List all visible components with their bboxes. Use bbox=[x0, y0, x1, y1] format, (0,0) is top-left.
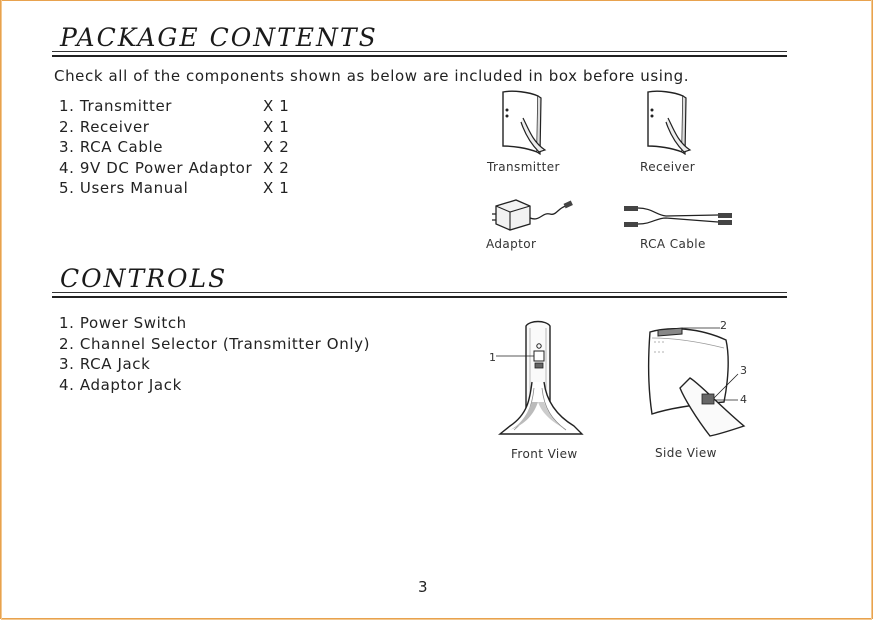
controls-items-list bbox=[59, 313, 370, 395]
rca-cable-illustration bbox=[622, 202, 734, 232]
package-intro-text: Check all of the components shown as below are included in box before using. bbox=[54, 67, 690, 85]
package-item bbox=[59, 117, 290, 138]
package-item-label: 2. Receiver bbox=[59, 117, 150, 136]
package-items-list bbox=[59, 96, 290, 199]
package-item bbox=[59, 96, 290, 117]
callout-3: 3 bbox=[740, 364, 747, 377]
control-item: 2. Channel Selector (Transmitter Only) bbox=[59, 334, 371, 353]
package-item-qty: X 1 bbox=[263, 117, 290, 136]
package-item-qty: X 1 bbox=[263, 97, 290, 115]
controls-rule-top bbox=[52, 292, 787, 293]
rca-cable-caption: RCA Cable bbox=[640, 237, 706, 251]
package-contents-rule-bottom bbox=[52, 55, 787, 57]
controls-rule-bottom bbox=[52, 296, 787, 298]
callout-2: 2 bbox=[720, 319, 727, 332]
package-item-qty: X 2 bbox=[263, 158, 290, 177]
package-item-label: 1. Transmitter bbox=[59, 97, 173, 115]
control-item: 4. Adaptor Jack bbox=[59, 375, 182, 394]
controls-title: CONTROLS bbox=[60, 264, 228, 293]
transmitter-illustration bbox=[493, 88, 553, 158]
adaptor-illustration bbox=[490, 196, 580, 238]
package-item-qty: X 2 bbox=[263, 138, 290, 156]
package-item bbox=[59, 178, 290, 199]
package-item bbox=[59, 158, 290, 179]
receiver-illustration bbox=[638, 88, 698, 158]
package-item-label: 5. Users Manual bbox=[59, 179, 189, 197]
receiver-caption: Receiver bbox=[640, 160, 696, 174]
callout-1: 1 bbox=[489, 351, 496, 364]
package-item bbox=[59, 137, 290, 158]
package-contents-rule-top bbox=[52, 51, 787, 52]
front-view-illustration bbox=[496, 318, 596, 438]
package-item-qty: X 1 bbox=[263, 179, 290, 197]
page-number: 3 bbox=[418, 578, 428, 596]
page-border-inner bbox=[1, 0, 872, 620]
side-view-caption: Side View bbox=[655, 446, 717, 460]
package-item-label: 3. RCA Cable bbox=[59, 138, 164, 156]
transmitter-caption: Transmitter bbox=[487, 160, 560, 174]
control-item: 1. Power Switch bbox=[59, 314, 187, 332]
control-item: 3. RCA Jack bbox=[59, 355, 151, 373]
package-item-label: 4. 9V DC Power Adaptor bbox=[59, 158, 253, 177]
side-view-illustration bbox=[640, 318, 760, 438]
adaptor-caption: Adaptor bbox=[486, 237, 537, 251]
callout-4: 4 bbox=[740, 393, 747, 406]
package-contents-title: PACKAGE CONTENTS bbox=[60, 23, 378, 52]
front-view-caption: Front View bbox=[511, 447, 578, 461]
